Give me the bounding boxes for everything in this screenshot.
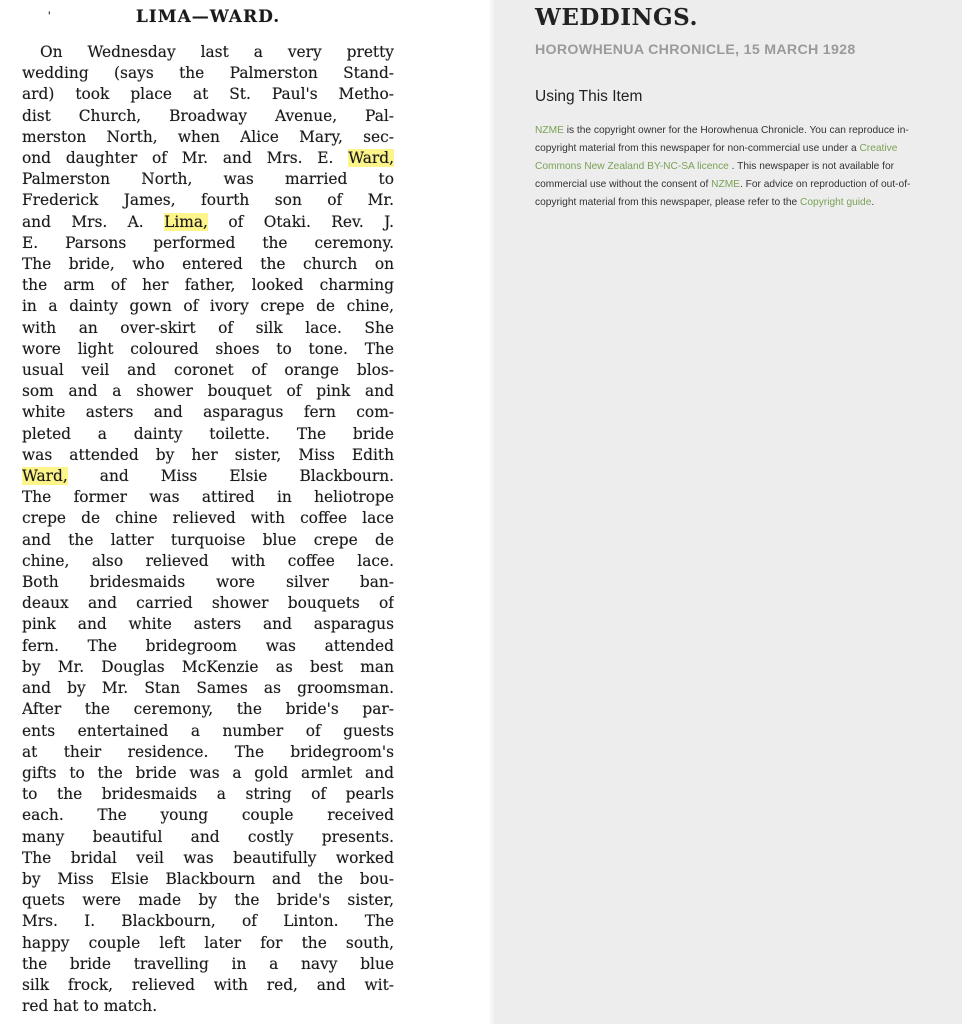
article-line [22, 784, 394, 805]
copyright-text: . For advice on reproduction of out-of-copyright material from this newspaper, please refer to the [535, 179, 911, 208]
copyright-text: is the copyright owner for the Horowhenua Chronicle. You can reproduce in-copyright material from this newspaper for non-commercial use under a [535, 125, 909, 154]
article-line [22, 827, 394, 848]
article-line [22, 551, 394, 572]
article-line [22, 402, 394, 423]
article-text: merston North, when Alice Mary, sec- [22, 127, 394, 146]
copyright-text: . This newspaper is not available for commercial use without the consent of [535, 161, 895, 190]
article-line [22, 275, 394, 296]
article-line [22, 381, 394, 402]
article-text: by Mr. Douglas McKenzie as best man [22, 657, 394, 676]
article-text: dist Church, Broadway Avenue, Pal- [22, 106, 394, 125]
article-line [22, 254, 394, 275]
article-body [22, 42, 394, 1017]
article-text: The bride, who entered the church on [22, 255, 394, 274]
article-text: E. Parsons performed the ceremony. [22, 233, 394, 252]
article-line [22, 678, 394, 699]
article-text: ond daughter of Mr. and Mrs. E. [22, 149, 349, 168]
article-text: wore light coloured shoes to tone. The [22, 339, 394, 358]
article-line [22, 84, 394, 105]
copyright-statement [535, 122, 935, 212]
article-text: ents entertained a number of guests [22, 721, 394, 740]
article-text: Palmerston North, was married to [22, 170, 394, 189]
article-line [22, 508, 394, 529]
article-text: pleted a dainty toilette. The bride [22, 424, 394, 443]
article-text: with an over-skirt of silk lace. She [22, 318, 394, 337]
article-line [22, 466, 394, 487]
article-text: at their residence. The bridegroom's [22, 742, 394, 761]
article-line [22, 869, 394, 890]
article-line [22, 805, 394, 826]
article-text: chine, also relieved with coffee lace. [22, 551, 394, 570]
article-line [22, 360, 394, 381]
article-line [22, 190, 394, 211]
article-text: and Miss Elsie Blackbourn. [67, 467, 394, 486]
item-subtitle: HOROWHENUA CHRONICLE, 15 MARCH 1928 [535, 42, 856, 58]
article-line [22, 42, 394, 63]
article-text: gifts to the bride was a gold armlet and [22, 763, 394, 782]
copyright-link[interactable]: Creative Commons New Zealand BY-NC-SA licence [535, 143, 898, 172]
article-text: usual veil and coronet of orange blos- [22, 361, 394, 380]
article-text: fern. The bridegroom was attended [22, 636, 394, 655]
article-text: red hat to match. [22, 997, 158, 1016]
article-text: and the latter turquoise blue crepe de [22, 530, 394, 549]
article-text: by Miss Elsie Blackbourn and the bou- [22, 869, 394, 888]
article-text: The former was attired in heliotrope [22, 488, 394, 507]
article-text: of Otaki. Rev. J. [207, 212, 394, 231]
article-text: white asters and asparagus fern com- [22, 403, 394, 422]
article-text: crepe de chine relieved with coffee lace [22, 509, 394, 528]
article-text: pink and white asters and asparagus [22, 615, 394, 634]
article-line [22, 487, 394, 508]
copyright-link[interactable]: NZME [711, 179, 740, 190]
using-this-item-heading: Using This Item [535, 88, 643, 105]
article-text: ard) took place at St. Paul's Metho- [22, 85, 394, 104]
article-line [22, 572, 394, 593]
article-text: silk frock, relieved with red, and wit- [22, 975, 394, 994]
article-column [22, 6, 394, 1017]
article-text: the arm of her father, looked charming [22, 276, 394, 295]
article-text: in a dainty gown of ivory crepe de chine, [22, 297, 394, 316]
article-text: happy couple left later for the south, [22, 933, 394, 952]
article-line [22, 169, 394, 190]
article-title: LIMA—WARD. [135, 7, 281, 27]
article-line [22, 636, 394, 657]
article-text: was attended by her sister, Miss Edith [22, 445, 394, 464]
article-text: each. The young couple received [22, 806, 394, 825]
article-text: Both bridesmaids wore silver ban- [22, 573, 394, 592]
article-text: Frederick James, fourth son of Mr. [22, 191, 394, 210]
article-line [22, 127, 394, 148]
article-line [22, 614, 394, 635]
article-line [22, 657, 394, 678]
article-line [22, 890, 394, 911]
article-line [22, 975, 394, 996]
article-text: After the ceremony, the bride's par- [22, 700, 394, 719]
article-line [22, 530, 394, 551]
article-line [22, 318, 394, 339]
article-line [22, 233, 394, 254]
scan-mark: ' [48, 8, 51, 24]
article-line [22, 911, 394, 932]
article-line [22, 933, 394, 954]
article-text: wedding (says the Palmerston Stand- [22, 64, 394, 83]
article-line [22, 763, 394, 784]
article-text: The bridal veil was beautifully worked [22, 848, 394, 867]
article-text: On Wednesday last a very pretty [40, 43, 394, 61]
search-highlight: Ward, [22, 467, 68, 486]
article-line [22, 721, 394, 742]
article-line [22, 445, 394, 466]
search-highlight: Lima, [164, 212, 208, 231]
article-text: and by Mr. Stan Sames as groomsman. [22, 679, 394, 698]
article-text: som and a shower bouquet of pink and [22, 382, 394, 401]
article-line [22, 296, 394, 317]
copyright-link[interactable]: Copyright guide [800, 197, 872, 208]
article-text: to the bridesmaids a string of pearls [22, 785, 394, 804]
article-line [22, 106, 394, 127]
item-title: WEDDINGS. [535, 4, 698, 31]
article-text: deaux and carried shower bouquets of [22, 594, 394, 613]
copyright-link[interactable]: NZME [535, 125, 564, 136]
article-line [22, 339, 394, 360]
article-line [22, 699, 394, 720]
copyright-text: . [871, 197, 875, 208]
article-text: many beautiful and costly presents. [22, 827, 394, 846]
item-info-panel [496, 0, 962, 1024]
article-line [22, 848, 394, 869]
article-line [22, 63, 394, 84]
article-text: Mrs. I. Blackbourn, of Linton. The [22, 912, 394, 931]
article-line [22, 996, 394, 1017]
article-text: quets were made by the bride's sister, [22, 891, 394, 910]
article-text: and Mrs. A. [22, 212, 165, 231]
article-line [22, 424, 394, 445]
search-highlight: Ward, [348, 149, 394, 168]
article-line [22, 212, 394, 233]
article-text: the bride travelling in a navy blue [22, 954, 394, 973]
article-line [22, 954, 394, 975]
article-line [22, 593, 394, 614]
article-line [22, 742, 394, 763]
article-line [22, 148, 394, 169]
